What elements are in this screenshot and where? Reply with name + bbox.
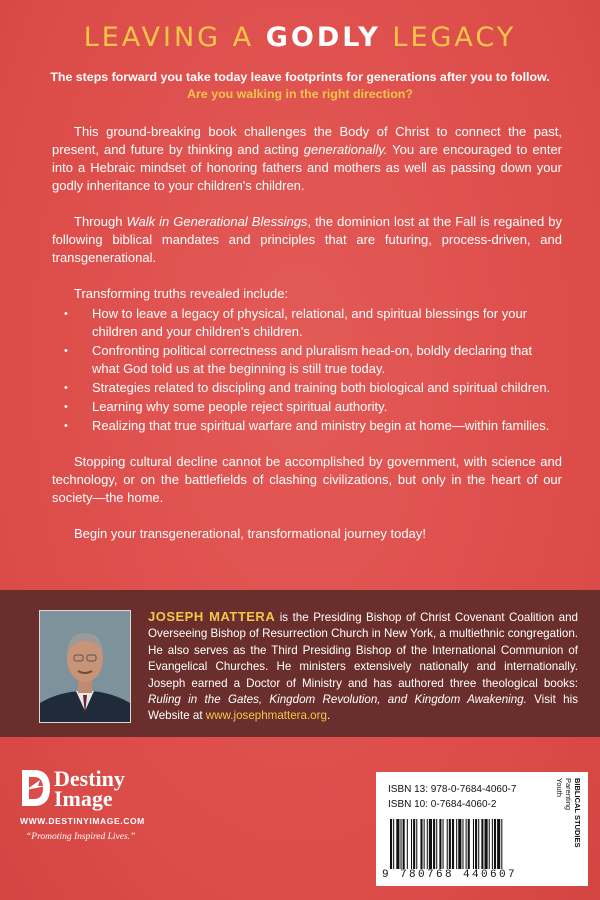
barcode-bars-icon — [390, 819, 538, 869]
p1-text-b: You are encouraged to enter into a Hebraic mindset of honoring fathers and mothers as well as passing down your godly inheritance to your children's children. — [52, 142, 562, 193]
list-item: • How to leave a legacy of physical, relational, and spiritual blessings for your children and your children's children. — [92, 305, 562, 341]
description — [52, 123, 562, 561]
category-title: BIBLICAL STUDIES — [573, 778, 582, 848]
author-bio — [148, 609, 578, 725]
list-intro: Transforming truths revealed include: — [74, 286, 289, 301]
author-bio-text-b: Visit his Website at — [148, 693, 578, 723]
cover-headline — [0, 22, 600, 53]
destiny-d-icon — [20, 768, 52, 808]
publisher-name-line-1: Destiny — [54, 766, 125, 791]
author-bio-text-a: is the Presiding Bishop of Christ Covenant Coalition and Overseeing Bishop of Resurrection Church in New York, a multiethnic congregation. He also serves as the Third Presiding Bishop of the International Communion of Evangelical Churches. He ministers extensively nationally and internationally. Joseph earned a Doctor of Ministry and has authored three theological books: — [148, 611, 579, 690]
publisher-slogan: “Promoting Inspired Lives.” — [26, 832, 136, 842]
p2-text-b: , the dominion lost at the Fall is regained by following biblical mandates and principles that are futuring, process-driven, and transgenerational. — [52, 214, 562, 265]
description-paragraph-4: Begin your transgenerational, transformational journey today! — [74, 526, 426, 541]
isbn-13: ISBN 13: 978-0-7684-4060-7 — [388, 784, 517, 795]
description-paragraph-2 — [52, 213, 562, 267]
author-portrait-illustration — [40, 611, 130, 722]
p2-text-a: Through — [74, 214, 127, 229]
author-name: JOSEPH MATTERA — [148, 609, 276, 624]
p1-text-a: This ground-breaking book challenges the Body of Christ to connect the past, present, and future by thinking and acting — [52, 124, 562, 157]
author-bio-end: . — [326, 709, 331, 723]
category-item: Parenting — [564, 778, 573, 811]
category-item: Youth — [555, 778, 564, 797]
tagline-line: The steps forward you take today leave footprints for generations after you to follow. — [50, 70, 550, 84]
barcode-number: 9 780768 440607 — [382, 869, 518, 881]
isbn-10: ISBN 10: 0-7684-4060-2 — [388, 799, 497, 810]
p2-book-title: Walk in Generational Blessings — [126, 214, 308, 229]
truths-list — [52, 305, 562, 435]
description-paragraph-1 — [52, 123, 562, 195]
description-paragraph-3: Stopping cultural decline cannot be accomplished by government, with science and technology, or on the battlefields of clashing civilizations, but only in the heart of our society—the home. — [52, 454, 562, 505]
headline-part-2: LEGACY — [380, 22, 517, 53]
list-item: • Strategies related to discipling and training both biological and spiritual children. — [92, 379, 562, 397]
headline-highlight: GODLY — [265, 22, 381, 53]
barcode-panel — [376, 772, 588, 886]
list-item: • Realizing that true spiritual warfare and ministry begin at home—within families. — [92, 417, 562, 435]
list-item: • Confronting political correctness and pluralism head-on, boldly declaring that what God told us at the beginning is still true today. — [92, 342, 562, 378]
headline-part-1: LEAVING A — [83, 22, 266, 53]
p1-emphasis: generationally. — [303, 142, 388, 157]
author-books: Ruling in the Gates, Kingdom Revolution, and Kingdom Awakening. — [148, 693, 527, 707]
tagline — [0, 69, 600, 103]
category-label — [552, 778, 582, 882]
list-item: • Learning why some people reject spiritual authority. — [92, 398, 562, 416]
publisher-name-line-2: Image — [54, 786, 113, 811]
tagline-question: Are you walking in the right direction? — [187, 87, 413, 101]
author-website-link[interactable]: www.josephmattera.org — [205, 709, 327, 723]
publisher-url[interactable]: WWW.DESTINYIMAGE.COM — [20, 816, 145, 826]
author-photo — [39, 610, 131, 723]
